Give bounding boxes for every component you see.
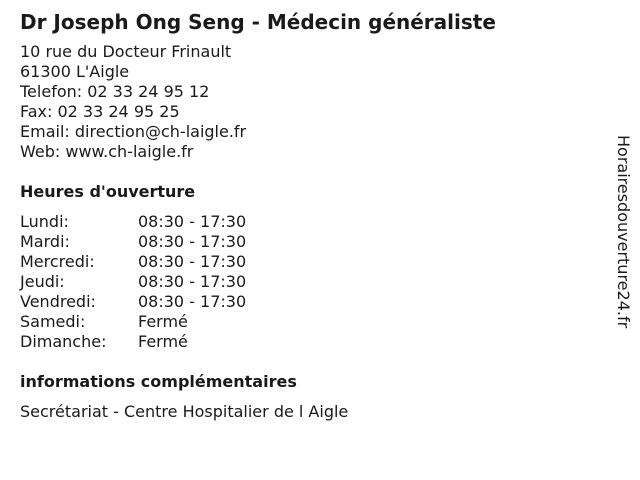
opening-hours-list [20, 212, 600, 352]
hours-row-saturday [20, 312, 600, 332]
phone-number: Telefon: 02 33 24 95 12 [20, 82, 210, 101]
time-value: 08:30 - 17:30 [138, 252, 247, 271]
page-title: Dr Joseph Ong Seng - Médecin généraliste [20, 10, 496, 34]
day-label: Samedi: [20, 312, 86, 331]
email-address: Email: direction@ch-laigle.fr [20, 122, 247, 141]
additional-info-text: Secrétariat - Centre Hospitalier de l Aigle [20, 402, 349, 421]
hours-row-monday [20, 212, 600, 232]
day-label: Vendredi: [20, 292, 96, 311]
day-label: Dimanche: [20, 332, 107, 351]
time-value: 08:30 - 17:30 [138, 232, 247, 251]
business-card [20, 8, 600, 422]
day-label: Lundi: [20, 212, 69, 231]
time-value: 08:30 - 17:30 [138, 292, 247, 311]
website: Web: www.ch-laigle.fr [20, 142, 194, 161]
additional-info-heading: informations complémentaires [20, 372, 297, 391]
hours-row-friday [20, 292, 600, 312]
address-block [20, 42, 600, 162]
day-label: Jeudi: [20, 272, 65, 291]
hours-row-sunday [20, 332, 600, 352]
time-value: Fermé [138, 332, 188, 351]
street-address: 10 rue du Docteur Frinault [20, 42, 232, 61]
time-value: Fermé [138, 312, 188, 331]
hours-row-tuesday [20, 232, 600, 252]
hours-row-wednesday [20, 252, 600, 272]
city-postal: 61300 L'Aigle [20, 62, 130, 81]
day-label: Mercredi: [20, 252, 95, 271]
opening-hours-heading: Heures d'ouverture [20, 182, 196, 201]
watermark-site-name: Horairesdouverture24.fr [614, 135, 633, 329]
hours-row-thursday [20, 272, 600, 292]
fax-number: Fax: 02 33 24 95 25 [20, 102, 180, 121]
time-value: 08:30 - 17:30 [138, 212, 247, 231]
time-value: 08:30 - 17:30 [138, 272, 247, 291]
day-label: Mardi: [20, 232, 70, 251]
